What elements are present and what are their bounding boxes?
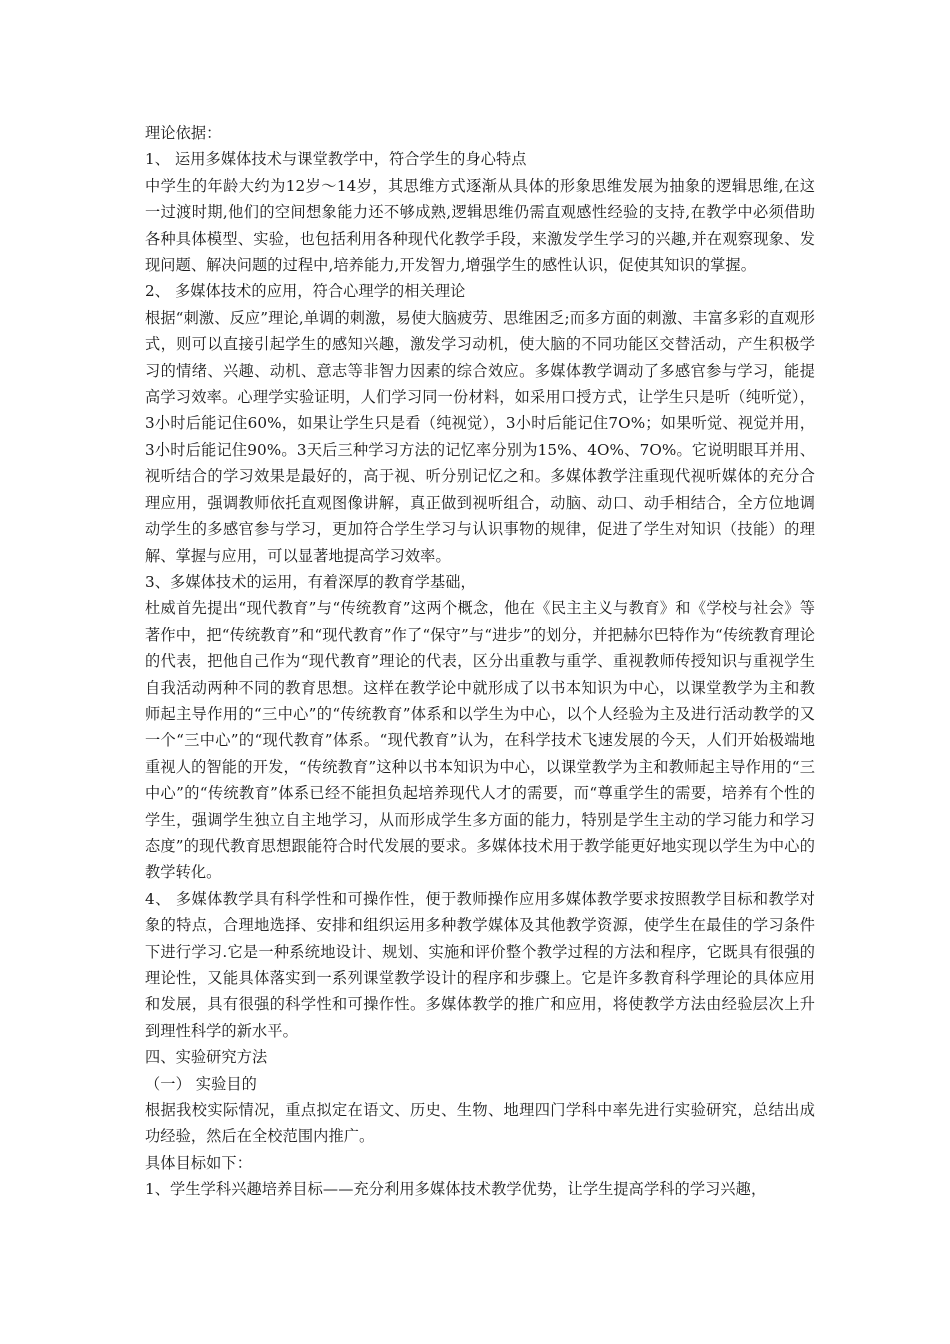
goal-1-paragraph: 1、学生学科兴趣培养目标——充分利用多媒体技术教学优势，让学生提高学科的学习兴趣，	[145, 1180, 767, 1199]
specific-goals-heading: 具体目标如下：	[145, 1153, 253, 1172]
point-1-paragraph: 中学生的年龄大约为12岁～14岁，其思维方式逐渐从具体的形象思维发展为抽象的逻辑思维,在这一过渡时期,他们的空间想象能力还不够成熟,逻辑思维仍需直观感性经验的支持,在教学中必须借助各种具体模型、实验，也包括利用各种现代化教学手段，来激发学生学习的兴趣,并在观察现象、发现问题、解决问题的过程中,培养能力,开发智力,增强学生的感性认识，促使其知识的掌握。	[145, 176, 815, 275]
point-2-paragraph: 根据“刺激、反应”理论,单调的刺激，易使大脑疲劳、思维困乏;而多方面的刺激、丰富多彩的直观形式，则可以直接引起学生的感知兴趣，激发学习动机，使大脑的不同功能区交替活动，产生积极学习的情绪、兴趣、动机、意志等非智力因素的综合效应。多媒体教学调动了多感官参与学习，能提高学习效率。心理学实验证明，人们学习同一份材料，如采用口授方式，让学生只是听（纯听觉），3小时后能记住60%，如果让学生只是看（纯视觉），3小时后能记住7O%；如果听觉、视觉并用，3小时后能记住90%。3天后三种学习方法的记忆率分别为15%、4O%、7O%。它说明眼耳并用、视听结合的学习效果是最好的，高于视、听分别记忆之和。多媒体教学注重现代视听媒体的充分合理应用，强调教师依托直观图像讲解，真正做到视听组合，动脑、动口、动手相结合，全方位地调动学生的多感官参与学习，更加符合学生学习与认识事物的规律，促进了学生对知识（技能）的理解、掌握与应用，可以显著地提高学习效率。	[145, 308, 815, 565]
theory-basis-heading: 理论依据：	[145, 124, 222, 142]
experiment-purpose-paragraph: 根据我校实际情况，重点拟定在语文、历史、生物、地理四门学科中率先进行实验研究，总结出成功经验，然后在全校范围内推广。	[145, 1101, 815, 1146]
document-page	[145, 120, 815, 1203]
point-1-heading: 1、 运用多媒体技术与课堂教学中，符合学生的身心特点	[145, 150, 527, 169]
section-4-heading: 四、实验研究方法	[145, 1048, 268, 1067]
point-4-paragraph: 4、 多媒体教学具有科学性和可操作性，便于教师操作应用多媒体教学要求按照教学目标和教学对象的特点，合理地选择、安排和组织运用多种教学媒体及其他教学资源，使学生在最佳的学习条件下进行学习.它是一种系统地设计、规划、实施和评价整个教学过程的方法和程序，它既具有很强的理论性，又能具体落实到一系列课堂教学设计的程序和步骤上。它是许多教育科学理论的具体应用和发展，具有很强的科学性和可操作性。多媒体教学的推广和应用，将使教学方法由经验层次上升到理性科学的新水平。	[145, 889, 815, 1040]
point-3-heading: 3、多媒体技术的运用，有着深厚的教育学基础，	[145, 572, 476, 591]
point-3-paragraph: 杜威首先提出“现代教育”与“传统教育”这两个概念，他在《民主主义与教育》和《学校与社会》等著作中，把“传统教育”和“现代教育”作了“保守”与“进步”的划分，并把赫尔巴特作为“传统教育理论的代表，把他自己作为“现代教育”理论的代表，区分出重教与重学、重视教师传授知识与重视学生自我活动两种不同的教育思想。这样在教学论中就形成了以书本知识为中心，以课堂教学为主和教师起主导作用的“三中心”的“传统教育”体系和以学生为中心，以个人经验为主及进行活动教学的又一个“三中心”的“现代教育”体系。“现代教育”认为，在科学技术飞速发展的今天，人们开始极端地重视人的智能的开发，“传统教育”这种以书本知识为中心，以课堂教学为主和教师起主导作用的“三中心”的“传统教育”体系已经不能担负起培养现代人才的需要，而“尊重学生的需要，培养有个性的学生，强调学生独立自主地学习，从而形成学生多方面的能力，特别是学生主动的学习能力和学习态度”的现代教育思想跟能符合时代发展的要求。多媒体技术用于教学能更好地实现以学生为中心的教学转化。	[145, 599, 815, 882]
experiment-purpose-heading: （一） 实验目的	[145, 1074, 257, 1093]
point-2-heading: 2、 多媒体技术的应用，符合心理学的相关理论	[145, 282, 466, 301]
